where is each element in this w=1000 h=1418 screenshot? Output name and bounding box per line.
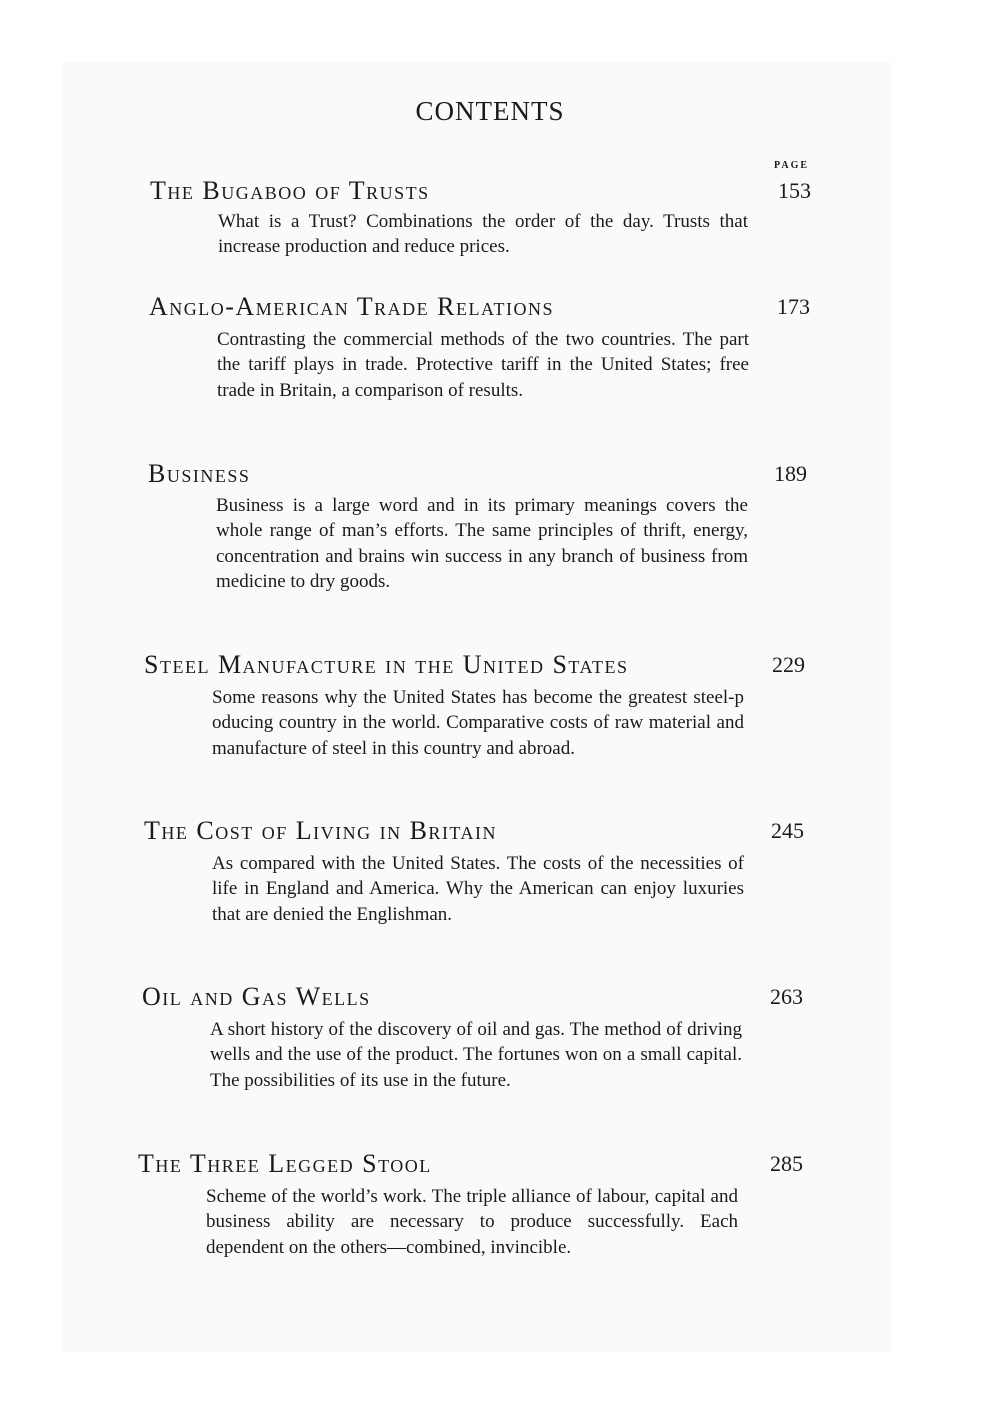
entry-description: Some reasons why the United States has become the greatest steel-p oducing country in the world. Comparative costs of raw material and manufacture of steel in this country and abroad. xyxy=(212,687,744,759)
entry-description: Scheme of the world’s work. The triple alliance of labour, capital and business ability are necessary to produce successfully. Each dependent on the others—combined, invincible. xyxy=(206,1186,738,1258)
entry-page-number: 263 xyxy=(770,984,803,1009)
entry-page-number: 245 xyxy=(771,818,804,843)
entry-page-number: 153 xyxy=(778,178,811,203)
entry-title: Steel Manufacture in the United States xyxy=(144,650,629,679)
entry-title: The Cost of Living in Britain xyxy=(144,816,497,845)
contents-heading: CONTENTS xyxy=(415,96,565,126)
entry-page-number: 173 xyxy=(777,294,810,319)
entry-page-number: 189 xyxy=(774,461,807,486)
entry-title: The Bugaboo of Trusts xyxy=(150,176,430,205)
entry-page-number: 285 xyxy=(770,1151,803,1176)
entry-description: A short history of the discovery of oil and gas. The method of driving wells and the use of the product. The fortunes won on a small capital. The possibilities of its use in the future. xyxy=(210,1019,742,1091)
entry-title: Oil and Gas Wells xyxy=(142,982,371,1011)
entry-description: Contrasting the commercial methods of the two countries. The part the tariff plays in trade. Protective tariff in the United States; free trade in Britain, a comparison of results. xyxy=(217,329,749,401)
entry-description: Business is a large word and in its primary meanings covers the whole range of man’s efforts. The same principles of thrift, energy, concentration and brains win success in any branch of business from medicine to dry goods. xyxy=(216,495,748,593)
entry-page-number: 229 xyxy=(772,652,805,677)
entry-title: The Three Legged Stool xyxy=(138,1149,432,1178)
entry-description: As compared with the United States. The costs of the necessities of life in England and America. Why the American can enjoy luxuries that are denied the Englishman. xyxy=(212,853,744,925)
entry-description: What is a Trust? Combinations the order of the day. Trusts that increase production and reduce prices. xyxy=(218,211,748,258)
page-column-label: PAGE xyxy=(774,160,810,171)
entry-title: Business xyxy=(148,459,251,488)
entry-title: Anglo-American Trade Relations xyxy=(149,292,554,321)
